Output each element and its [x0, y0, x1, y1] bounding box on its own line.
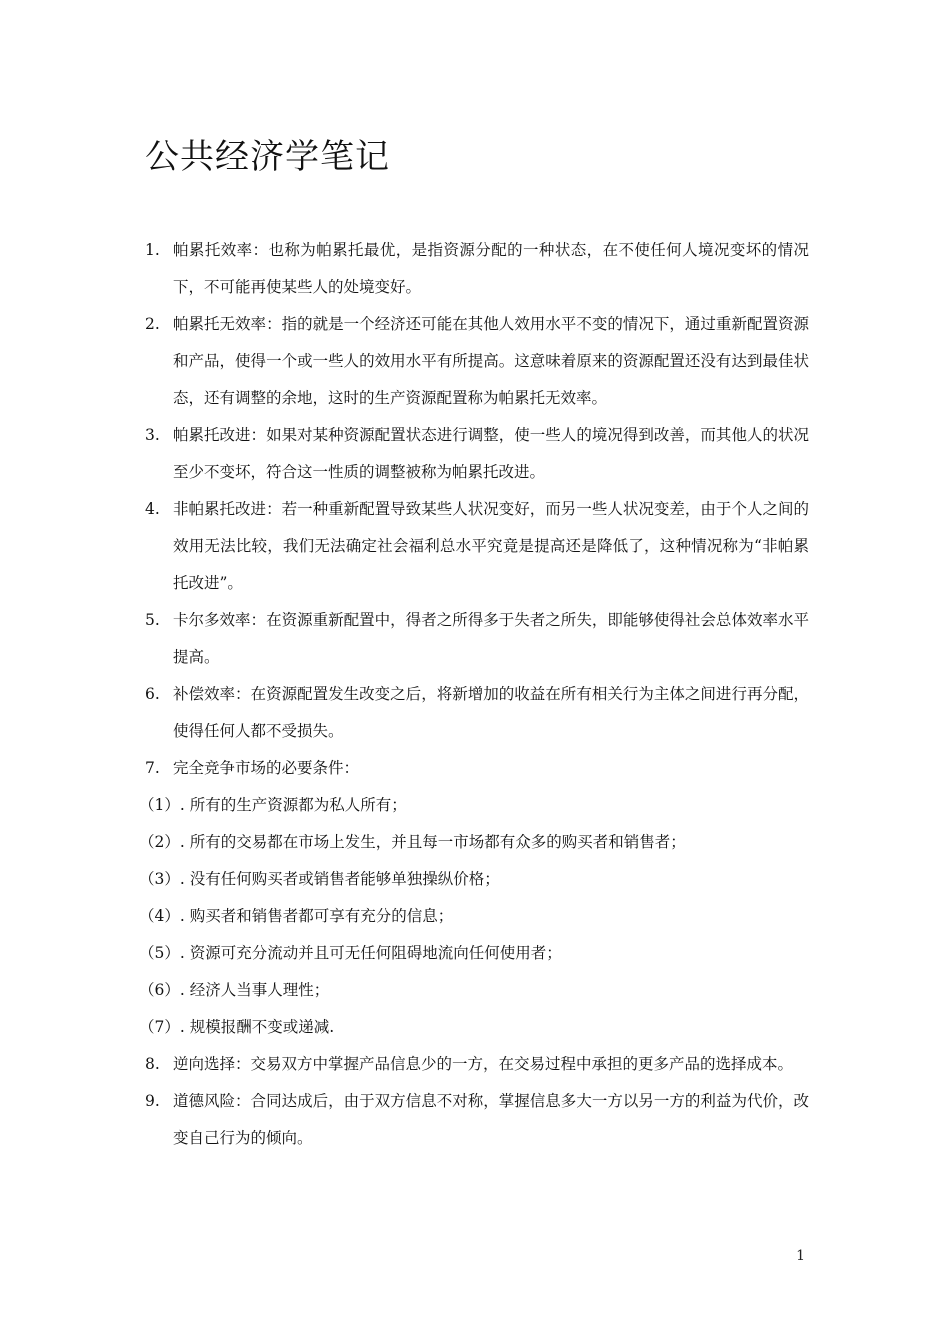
document-title: 公共经济学笔记 — [145, 137, 390, 177]
sub-item: （5）. 资源可充分流动并且可无任何阻碍地流向任何使用者； — [139, 944, 562, 962]
item-number: 4. — [145, 500, 160, 518]
item-number: 7. — [145, 759, 160, 777]
item-text: 道德风险：合同达成后，由于双方信息不对称，掌握信息多大一方以另一方的利益为代价，改变自己行为的倾向。 — [173, 1092, 809, 1147]
item-number: 1. — [145, 241, 160, 259]
item-text: 非帕累托改进：若一种重新配置导致某些人状况变好，而另一些人状况变差，由于个人之间的效用无法比较，我们无法确定社会福利总水平究竟是提高还是降低了，这种情况称为“非帕累托改进”。 — [173, 500, 809, 592]
item-text: 帕累托效率：也称为帕累托最优，是指资源分配的一种状态，在不使任何人境况变坏的情况下，不可能再使某些人的处境变好。 — [173, 241, 809, 296]
list-item — [145, 750, 809, 787]
list-item — [145, 306, 809, 417]
list-item — [145, 1083, 809, 1157]
item-number: 2. — [145, 315, 160, 333]
sub-item: （3）. 没有任何购买者或销售者能够单独操纵价格； — [139, 870, 500, 888]
item-text: 补偿效率：在资源配置发生改变之后，将新增加的收益在所有相关行为主体之间进行再分配，使得任何人都不受损失。 — [173, 685, 809, 740]
list-item — [145, 676, 809, 750]
sub-item: （6）. 经济人当事人理性； — [139, 981, 330, 999]
item-number: 8. — [145, 1055, 160, 1073]
item-text: 完全竞争市场的必要条件： — [173, 759, 360, 777]
page-number: 1 — [796, 1248, 805, 1264]
list-item — [145, 491, 809, 602]
item-number: 5. — [145, 611, 160, 629]
item-number: 9. — [145, 1092, 160, 1110]
sub-item: （1）. 所有的生产资源都为私人所有； — [139, 796, 407, 814]
sub-item: （4）. 购买者和销售者都可享有充分的信息； — [139, 907, 454, 925]
list-item — [145, 1046, 809, 1083]
item-text: 逆向选择：交易双方中掌握产品信息少的一方，在交易过程中承担的更多产品的选择成本。 — [173, 1055, 794, 1073]
item-text: 帕累托改进：如果对某种资源配置状态进行调整，使一些人的境况得到改善，而其他人的状况至少不变坏，符合这一性质的调整被称为帕累托改进。 — [173, 426, 809, 481]
item-text: 卡尔多效率：在资源重新配置中，得者之所得多于失者之所失，即能够使得社会总体效率水平提高。 — [173, 611, 809, 666]
sub-item: （7）. 规模报酬不变或递减. — [139, 1018, 335, 1036]
document-body — [139, 232, 809, 1157]
item-number: 6. — [145, 685, 160, 703]
list-item — [145, 602, 809, 676]
list-item — [145, 417, 809, 491]
list-item — [145, 232, 809, 306]
sub-item: （2）. 所有的交易都在市场上发生，并且每一市场都有众多的购买者和销售者； — [139, 833, 686, 851]
item-number: 3. — [145, 426, 160, 444]
item-text: 帕累托无效率：指的就是一个经济还可能在其他人效用水平不变的情况下，通过重新配置资源和产品，使得一个或一些人的效用水平有所提高。这意味着原来的资源配置还没有达到最佳状态，还有调整的余地，这时的生产资源配置称为帕累托无效率。 — [173, 315, 809, 407]
